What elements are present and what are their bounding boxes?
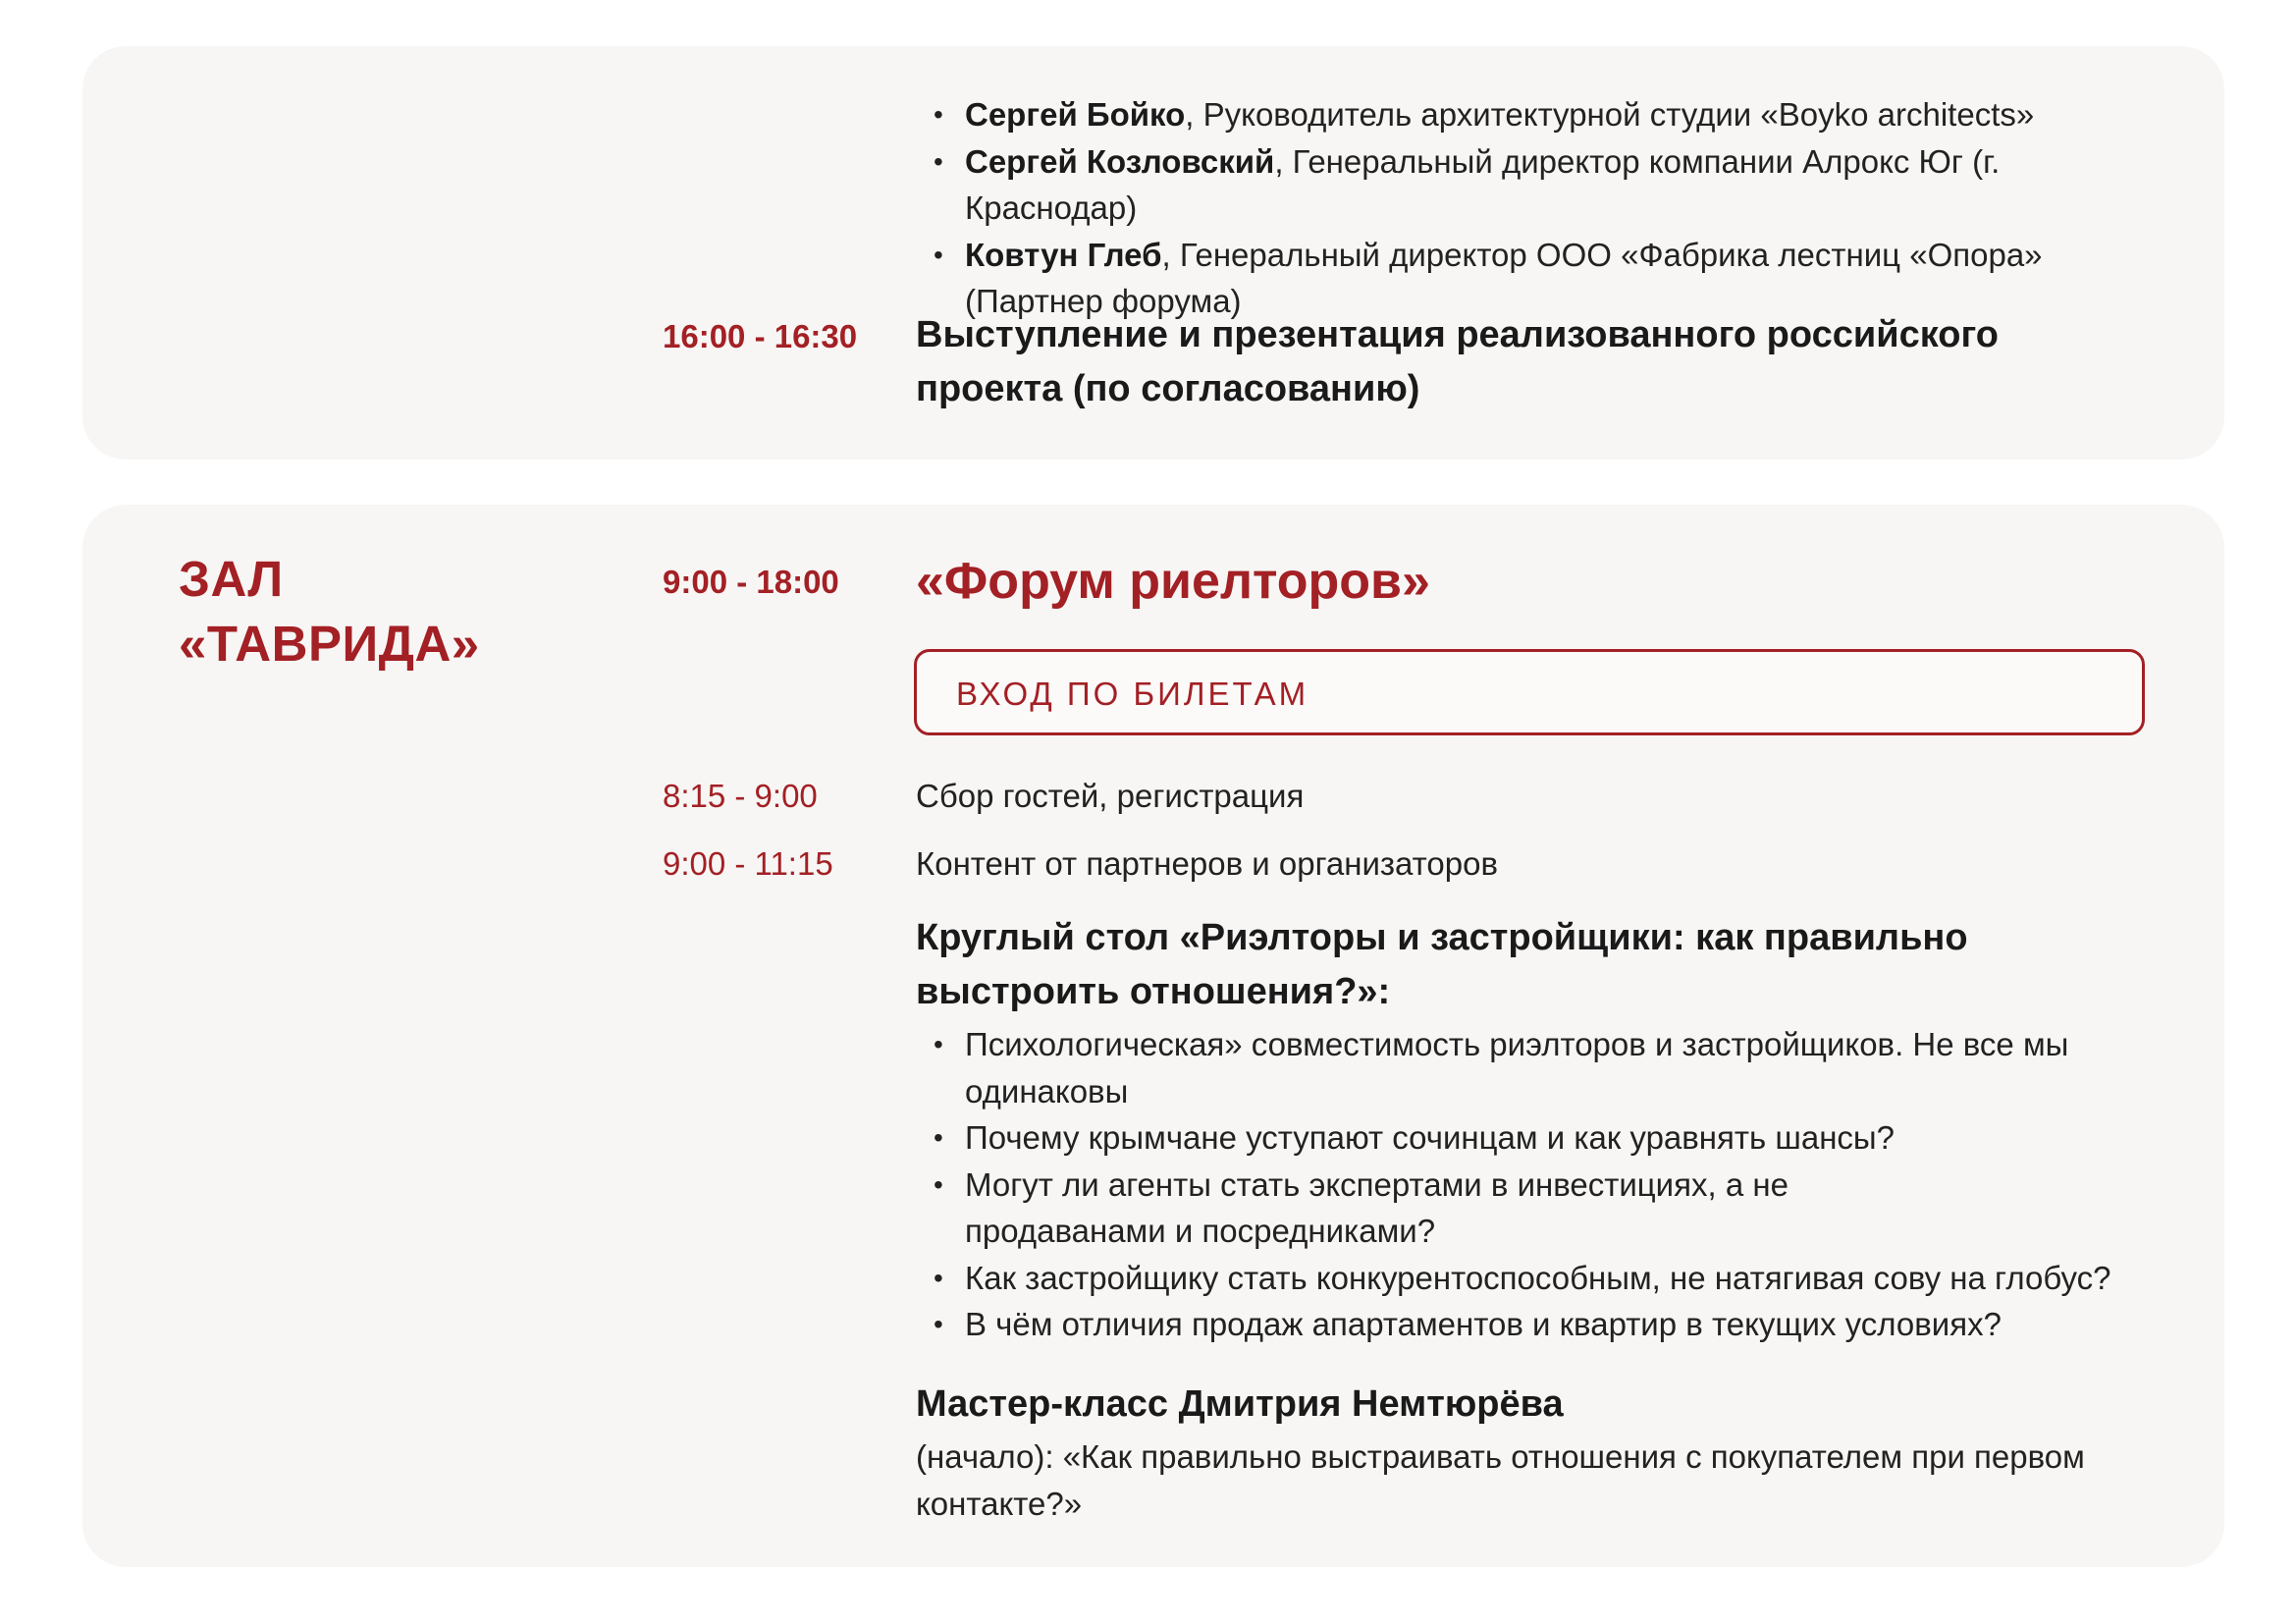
hall-title (179, 547, 480, 677)
list-item-text: Как застройщику стать конкурентоспособным, не натягивая сову на глобус? (965, 1259, 2111, 1296)
bullet-icon: • (934, 239, 943, 270)
list-item-text: Почему крымчане уступают сочинцам и как уравнять шансы? (965, 1119, 1895, 1156)
list-item-text: В чём отличия продаж апартаментов и квартир в текущих условиях? (965, 1306, 2002, 1342)
round-table-title: Круглый стол «Риэлторы и застройщики: как правильно выстроить отношения?»: (916, 917, 1968, 1012)
hall-title-line1: ЗАЛ (179, 551, 284, 607)
bullet-icon: • (934, 1262, 943, 1293)
forum-time: 9:00 - 18:00 (663, 564, 839, 600)
ticket-entry-badge (914, 649, 2145, 735)
list-item (916, 138, 2123, 232)
bullet-icon: • (934, 1309, 943, 1339)
forum-title: «Форум риелторов» (916, 553, 1430, 610)
bullet-icon: • (934, 1168, 943, 1200)
list-item (916, 1021, 2123, 1114)
master-class-title: Мастер-класс Дмитрия Немтюрёва (916, 1383, 1564, 1425)
list-item (916, 91, 2123, 138)
round-table-list (916, 1021, 2123, 1348)
bullet-icon: • (934, 1029, 943, 1059)
schedule-text-0: Сбор гостей, регистрация (916, 778, 1305, 814)
master-class-text: (начало): «Как правильно выстраивать отношения с покупателем при первом контакте?» (916, 1438, 2085, 1522)
speaker-desc: , Руководитель архитектурной студии «Boyko architects» (1185, 96, 2035, 133)
speaker-desc: , Генеральный директор ООО «Фабрика лестниц «Опора» (Партнер форума) (965, 236, 2043, 319)
schedule-time-1: 9:00 - 11:15 (663, 845, 833, 882)
list-item-text: Могут ли агенты стать экспертами в инвестициях, а не продаванами и посредниками? (965, 1165, 1789, 1249)
list-item (916, 1114, 2123, 1162)
speaker-name: Сергей Бойко (965, 96, 1186, 133)
bullet-icon: • (934, 1122, 943, 1153)
session-title: Выступление и презентация реализованного российского проекта (по согласованию) (916, 314, 1999, 409)
speaker-desc: , Генеральный директор компании Алрокс Юг (г. Краснодар) (965, 142, 2001, 226)
list-item-text: Психологическая» совместимость риэлторов и застройщиков. Не все мы одинаковы (965, 1026, 2069, 1110)
bullet-icon: • (934, 99, 943, 130)
session-time: 16:00 - 16:30 (663, 318, 858, 354)
speaker-name: Ковтун Глеб (965, 236, 1162, 273)
list-item (916, 1301, 2123, 1348)
list-item (916, 1255, 2123, 1302)
schedule-text-1: Контент от партнеров и организаторов (916, 845, 1498, 882)
speaker-name: Сергей Козловский (965, 142, 1275, 180)
list-item (916, 1162, 2123, 1255)
ticket-label: ВХОД ПО БИЛЕТАМ (956, 676, 1309, 712)
schedule-time-0: 8:15 - 9:00 (663, 778, 818, 814)
hall-title-line2: «ТАВРИДА» (179, 616, 480, 672)
bullet-icon: • (934, 145, 943, 177)
speakers-list (916, 91, 2123, 325)
